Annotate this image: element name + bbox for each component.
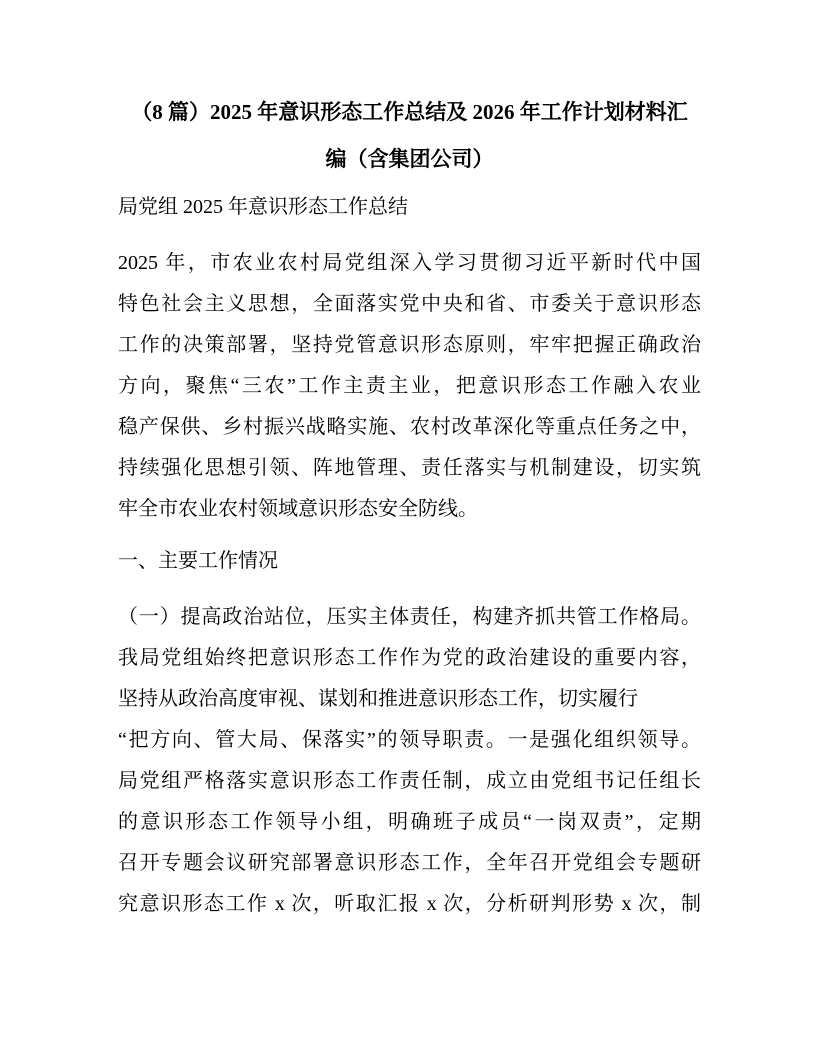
paragraph-line: 工作的决策部署，坚持党管意识形态原则，牢牢把握正确政治 xyxy=(118,334,701,356)
document-title xyxy=(118,89,701,183)
paragraph-1 xyxy=(118,243,701,530)
paragraph-line: 局党组严格落实意识形态工作责任制，成立由党组书记任组长 xyxy=(118,770,701,792)
paragraph-line: “把方向、管大局、保落实”的领导职责。一是强化组织领导。 xyxy=(118,729,701,751)
paragraph-line: 2025 年，市农业农村局党组深入学习贯彻习近平新时代中国 xyxy=(118,252,701,274)
paragraph-line: 召开专题会议研究部署意识形态工作，全年召开党组会专题研 xyxy=(118,852,701,874)
paragraph-line: 持续强化思想引领、阵地管理、责任落实与机制建设，切实筑 xyxy=(118,457,701,479)
paragraph-line: 坚持从政治高度审视、谋划和推进意识形态工作，切实履行 xyxy=(118,688,638,710)
document-subtitle: 局党组 2025 年意识形态工作总结 xyxy=(118,196,408,218)
section-heading: 一、主要工作情况 xyxy=(118,550,278,572)
paragraph-line: 特色社会主义思想，全面落实党中央和省、市委关于意识形态 xyxy=(118,293,701,315)
paragraph-line: 究意识形态工作 x 次，听取汇报 x 次，分析研判形势 x 次，制 xyxy=(118,893,701,915)
paragraph-line: （一）提高政治站位，压实主体责任，构建齐抓共管工作格局。 xyxy=(118,606,701,628)
paragraph-line: 的意识形态工作领导小组，明确班子成员“一岗双责”，定期 xyxy=(118,811,701,833)
paragraph-2 xyxy=(118,597,701,925)
paragraph-line: 我局党组始终把意识形态工作作为党的政治建设的重要内容， xyxy=(118,647,701,669)
paragraph-line: 牢全市农业农村领域意识形态安全防线。 xyxy=(118,498,478,520)
title-line-2: 编（含集团公司） xyxy=(325,147,494,171)
paragraph-line: 稳产保供、乡村振兴战略实施、农村改革深化等重点任务之中， xyxy=(118,416,701,438)
title-line-1: （8 篇）2025 年意识形态工作总结及 2026 年工作计划材料汇 xyxy=(131,100,688,124)
paragraph-line: 方向，聚焦“三农”工作主责主业，把意识形态工作融入农业 xyxy=(118,375,701,397)
